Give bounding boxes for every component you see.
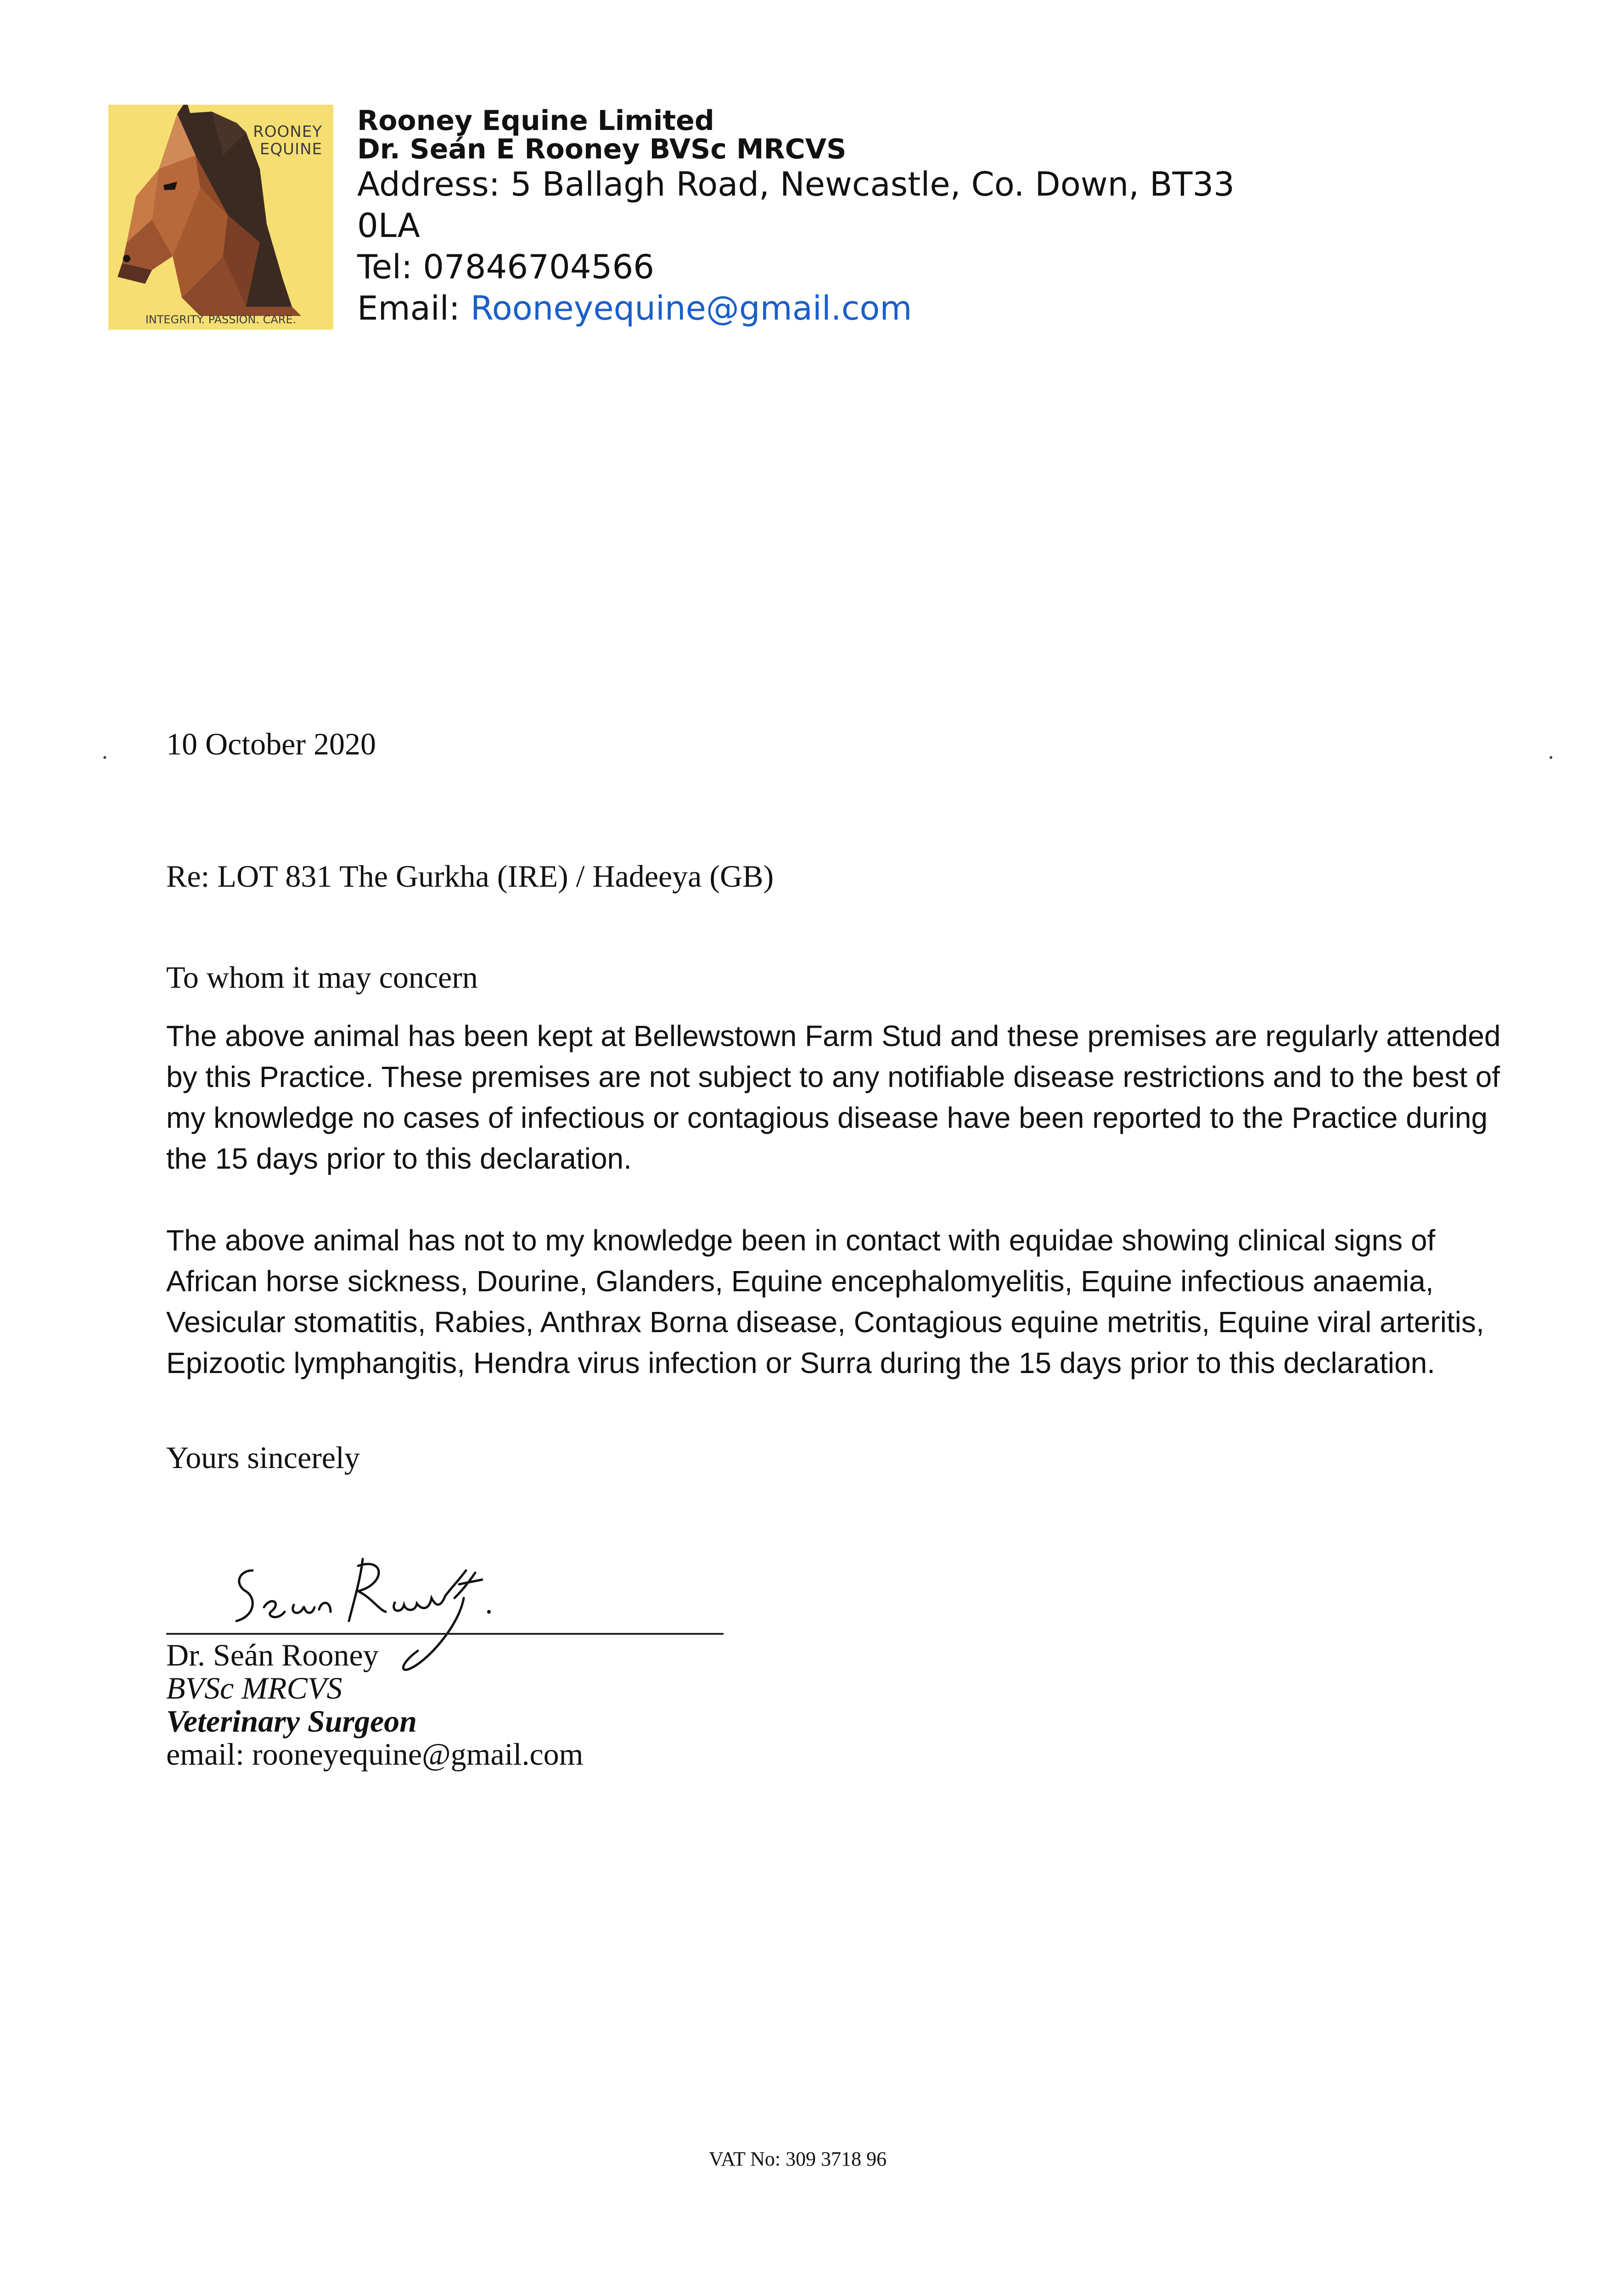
signatory-qualifications: BVSc MRCVS bbox=[166, 1671, 342, 1705]
paragraph-1: The above animal has been kept at Bellewstown Farm Stud and these premises are regularly attended by this Practice. These premises are not subject to any notifiable disease restrictions and to the best of my knowledge no cases of infectious or contagious disease have been reported to the Practice during the 15 days prior to this declaration. bbox=[166, 1019, 1501, 1175]
vat-number: VAT No: 309 3718 96 bbox=[709, 2148, 887, 2170]
email-link[interactable]: Rooneyequine@gmail.com bbox=[470, 289, 912, 327]
logo-wordmark-line2: EQUINE bbox=[259, 140, 322, 158]
address-line2: 0LA bbox=[357, 206, 420, 245]
margin-dot-left: . bbox=[102, 738, 108, 764]
letter-date: 10 October 2020 bbox=[166, 726, 376, 761]
doctor-name: Dr. Seán E Rooney BVSc MRCVS bbox=[357, 133, 847, 165]
logo-tagline: INTEGRITY. PASSION. CARE. bbox=[145, 313, 297, 326]
logo-wordmark-line1: ROONEY bbox=[253, 123, 322, 141]
company-logo bbox=[108, 105, 333, 330]
letterhead bbox=[357, 107, 1413, 329]
signatory-title: Veterinary Surgeon bbox=[166, 1704, 417, 1739]
paragraph-2: The above animal has not to my knowledge been in contact with equidae showing clinical signs of African horse sickness, Dourine, Glanders, Equine encephalomyelitis, Equine infectious anaemia, Vesicular stomatitis, Rabies, Anthrax Borna disease, Contagious equine metritis, Equine viral arteritis, Epizootic lymphangitis, Hendra virus infection or Surra during the 15 days prior to this declaration. bbox=[166, 1224, 1484, 1379]
signatory-name: Dr. Seán Rooney bbox=[166, 1638, 379, 1672]
signatory-email: email: rooneyequine@gmail.com bbox=[166, 1737, 584, 1772]
email-line bbox=[357, 287, 1413, 329]
address bbox=[357, 163, 1321, 246]
logo-wordmark bbox=[253, 123, 322, 158]
letter-closing: Yours sincerely bbox=[166, 1440, 360, 1475]
margin-dot-right: . bbox=[1548, 738, 1554, 764]
letter-salutation: To whom it may concern bbox=[166, 960, 478, 995]
company-name: Rooney Equine Limited bbox=[357, 105, 714, 137]
letter-subject: Re: LOT 831 The Gurkha (IRE) / Hadeeya (GB) bbox=[166, 859, 774, 894]
signatory-block bbox=[166, 1638, 584, 1771]
email-label: Email: bbox=[357, 289, 471, 327]
telephone: Tel: 07846704566 bbox=[357, 248, 655, 286]
address-line1: Address: 5 Ballagh Road, Newcastle, Co. Down, BT33 bbox=[357, 165, 1235, 203]
signature-line bbox=[166, 1633, 724, 1635]
